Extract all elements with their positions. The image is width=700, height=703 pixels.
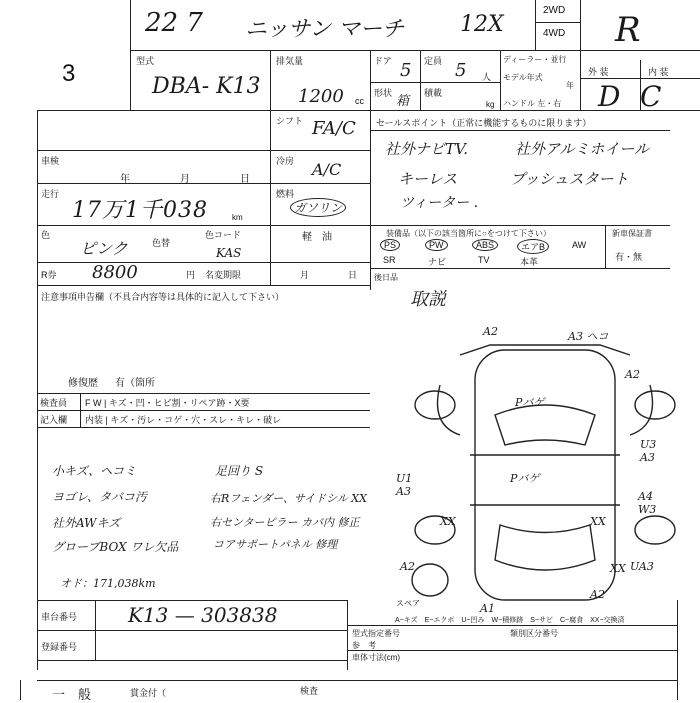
bottom-deposit: 賞金付（: [130, 688, 167, 698]
chassis-label: 車台番号: [41, 612, 78, 622]
diag-mark-12: UA3: [630, 560, 654, 573]
load-label: 積載: [424, 88, 443, 98]
grade: 12X: [460, 12, 504, 37]
note-2: ヨゴレ、タバコ汚: [52, 490, 147, 504]
capacity-label: 定員: [424, 56, 443, 66]
notes-header: 注意事項申告欄（不具合内容等は具体的に記入して下さい）: [41, 292, 285, 302]
equip-ps: PS: [380, 239, 400, 251]
exterior-label: 外 装: [588, 67, 609, 77]
color-code-value: KAS: [216, 246, 242, 260]
shape-value: 箱: [396, 94, 410, 109]
note-5: オド：171,038km: [60, 577, 156, 590]
note-3: 社外AWキズ: [52, 516, 121, 530]
note-right-3: 右センターピラー カバ内 修正: [210, 516, 360, 529]
mileage-label: 走行: [41, 189, 60, 199]
repair-history-text: 有（箇所: [115, 378, 155, 389]
sales-points-label: セールスポイント（正常に機能するものに限ります）: [376, 118, 592, 128]
diag-mark-9: XX: [440, 515, 456, 528]
diag-mark-14: A1: [480, 602, 495, 615]
front-right-wheel: [635, 391, 675, 419]
doors-label: ドア: [374, 56, 392, 66]
front-left-wheel: [415, 391, 455, 419]
drive-4wd: 4WD: [543, 28, 566, 39]
color-label: 色: [41, 230, 51, 240]
equip-airbag: エアB: [517, 239, 549, 254]
note-1: 小キズ、ヘコミ: [52, 464, 137, 478]
dealer-label: ディーラー・並行: [503, 55, 567, 64]
equip-sr: SR: [383, 255, 396, 265]
car-body-outline: [475, 350, 615, 600]
lot-number: 3: [62, 60, 76, 87]
fuel-value: ガソリン: [290, 198, 346, 217]
diesel-label: 軽 油: [302, 232, 332, 243]
doors-value: 5: [400, 60, 412, 81]
name-change-month: 月: [300, 270, 310, 280]
exterior-grade: D: [598, 80, 621, 113]
drive-2wd: 2WD: [543, 5, 566, 16]
shift-value: FA/C: [312, 118, 356, 139]
car-name: ニッサン マーチ: [245, 17, 405, 42]
equip-tv: TV: [478, 255, 490, 265]
note-4: グローブBOX ワレ欠品: [52, 540, 179, 554]
note-right-2: 右Rフェンダー、サイドシル XX: [210, 492, 367, 505]
color-change-label: 色替: [152, 238, 171, 248]
rear-inspector-label: 後日品: [374, 273, 398, 282]
inspector-remarks: 取説: [410, 289, 446, 310]
diag-mark-7: Pバゲ: [510, 472, 540, 485]
diag-mark-11: XX: [610, 562, 626, 575]
equipment-label: 装備品（以下の該当箇所に○をつけて下さい）: [386, 229, 551, 238]
equip-aw: AW: [572, 240, 587, 250]
color-value: ピンク: [80, 239, 128, 258]
record-row-label: 記入欄: [40, 415, 68, 425]
diag-mark-3: A2: [625, 368, 640, 381]
new-car-label: 新車保証書: [612, 229, 652, 238]
name-change-day: 日: [348, 270, 358, 280]
inspection-day: 日: [240, 174, 250, 185]
capacity-value: 5: [455, 60, 467, 81]
diag-mark-6: U1 A3: [396, 472, 413, 498]
interior-label: 内 装: [648, 67, 669, 77]
diag-mark-15: A2: [590, 588, 605, 601]
class-no-label: 類別区分番号: [510, 629, 558, 638]
diag-mark-10: XX: [590, 515, 606, 528]
new-car-value: 有・無: [615, 252, 643, 262]
equip-leather: 本革: [520, 257, 539, 267]
registration-label: 登録番号: [41, 642, 78, 652]
diag-mark-2: A3 ヘコ: [568, 330, 609, 343]
fw-row: F W | キズ・凹・ヒビ割・リペア跡・X要: [85, 398, 250, 408]
handle-label: ハンドル 左・右: [503, 99, 562, 108]
interior-grade: C: [640, 80, 662, 113]
displacement-value: 1200: [298, 86, 344, 107]
equip-pw: PW: [425, 239, 448, 251]
fuel-label: 燃料: [276, 189, 295, 199]
damage-legend: A−キズ E−エクボ U−凹み W−積修跡 S−サビ C−腐食 XX−交換済: [395, 617, 625, 624]
shift-label: シフト: [276, 116, 304, 126]
left-fender: [438, 385, 461, 435]
chassis-number: K13 — 303838: [128, 603, 278, 627]
recycle-amount: 8800: [92, 262, 138, 283]
cc-unit: cc: [355, 96, 364, 106]
dims-label: 車体寸法(cm): [352, 653, 400, 662]
inspect-row-label: 検査員: [40, 398, 68, 408]
bottom-general: 一 般: [52, 687, 92, 702]
yen-label: 円: [186, 270, 196, 280]
diag-mark-4: Pバゲ: [515, 396, 545, 409]
model-code: DBA- K13: [152, 74, 261, 99]
cooler-label: 冷房: [276, 156, 295, 166]
km-unit: km: [232, 213, 243, 222]
model-year-label: モデル年式: [503, 73, 543, 82]
reference-label: 参 考: [352, 641, 376, 650]
year-suffix: 年: [566, 81, 574, 90]
displacement-label: 排気量: [276, 56, 304, 66]
note-right-1: 足回り S: [215, 464, 264, 478]
diag-mark-8: A4 W3: [638, 490, 657, 516]
inspection-label: 車検: [41, 156, 60, 166]
inspection-month: 月: [180, 174, 190, 185]
capacity-unit: 人: [482, 72, 492, 82]
grade-letter: R: [615, 10, 641, 50]
spare-tire: [412, 564, 448, 596]
sales-point-4: プッシュスタート: [510, 170, 629, 188]
recycle-label: R券: [41, 270, 57, 280]
mileage-value: 17万1千038: [72, 198, 208, 223]
bottom-check: 検査: [300, 686, 319, 696]
sales-point-2: 社外アルミホイール: [515, 140, 650, 158]
equip-abs: ABS: [472, 239, 498, 251]
rear-right-wheel: [635, 516, 675, 544]
diag-mark-13: A2: [400, 560, 415, 573]
windshield: [495, 405, 595, 445]
interior-row: 内装 | キズ・汚レ・コゲ・穴・スレ・キレ・破レ: [85, 415, 282, 425]
diag-mark-5: U3 A3: [640, 438, 657, 464]
sales-point-1: 社外ナビTV.: [385, 140, 468, 158]
color-code-label: 色コード: [205, 230, 242, 240]
rear-window: [495, 525, 595, 570]
inspection-year: 年: [120, 174, 130, 185]
note-right-4: コアサポートパネル 修理: [213, 538, 338, 551]
type-cert-label: 型式指定番号: [352, 629, 400, 638]
sales-point-5: ツィーター .: [400, 195, 479, 211]
spare-label: スペア: [396, 599, 420, 608]
shape-label: 形状: [374, 88, 393, 98]
year-month: 22 7: [145, 8, 203, 38]
equip-navi: ナビ: [428, 257, 447, 267]
name-change-label: 名変期限: [205, 270, 242, 280]
sales-point-3: キーレス: [398, 170, 458, 188]
repair-history-label: 修復歴: [68, 378, 98, 389]
diag-mark-1: A2: [483, 325, 498, 338]
right-fender: [630, 385, 653, 435]
kg-unit: kg: [486, 100, 495, 109]
model-label: 型式: [136, 56, 155, 66]
cooler-value: A/C: [312, 160, 342, 179]
